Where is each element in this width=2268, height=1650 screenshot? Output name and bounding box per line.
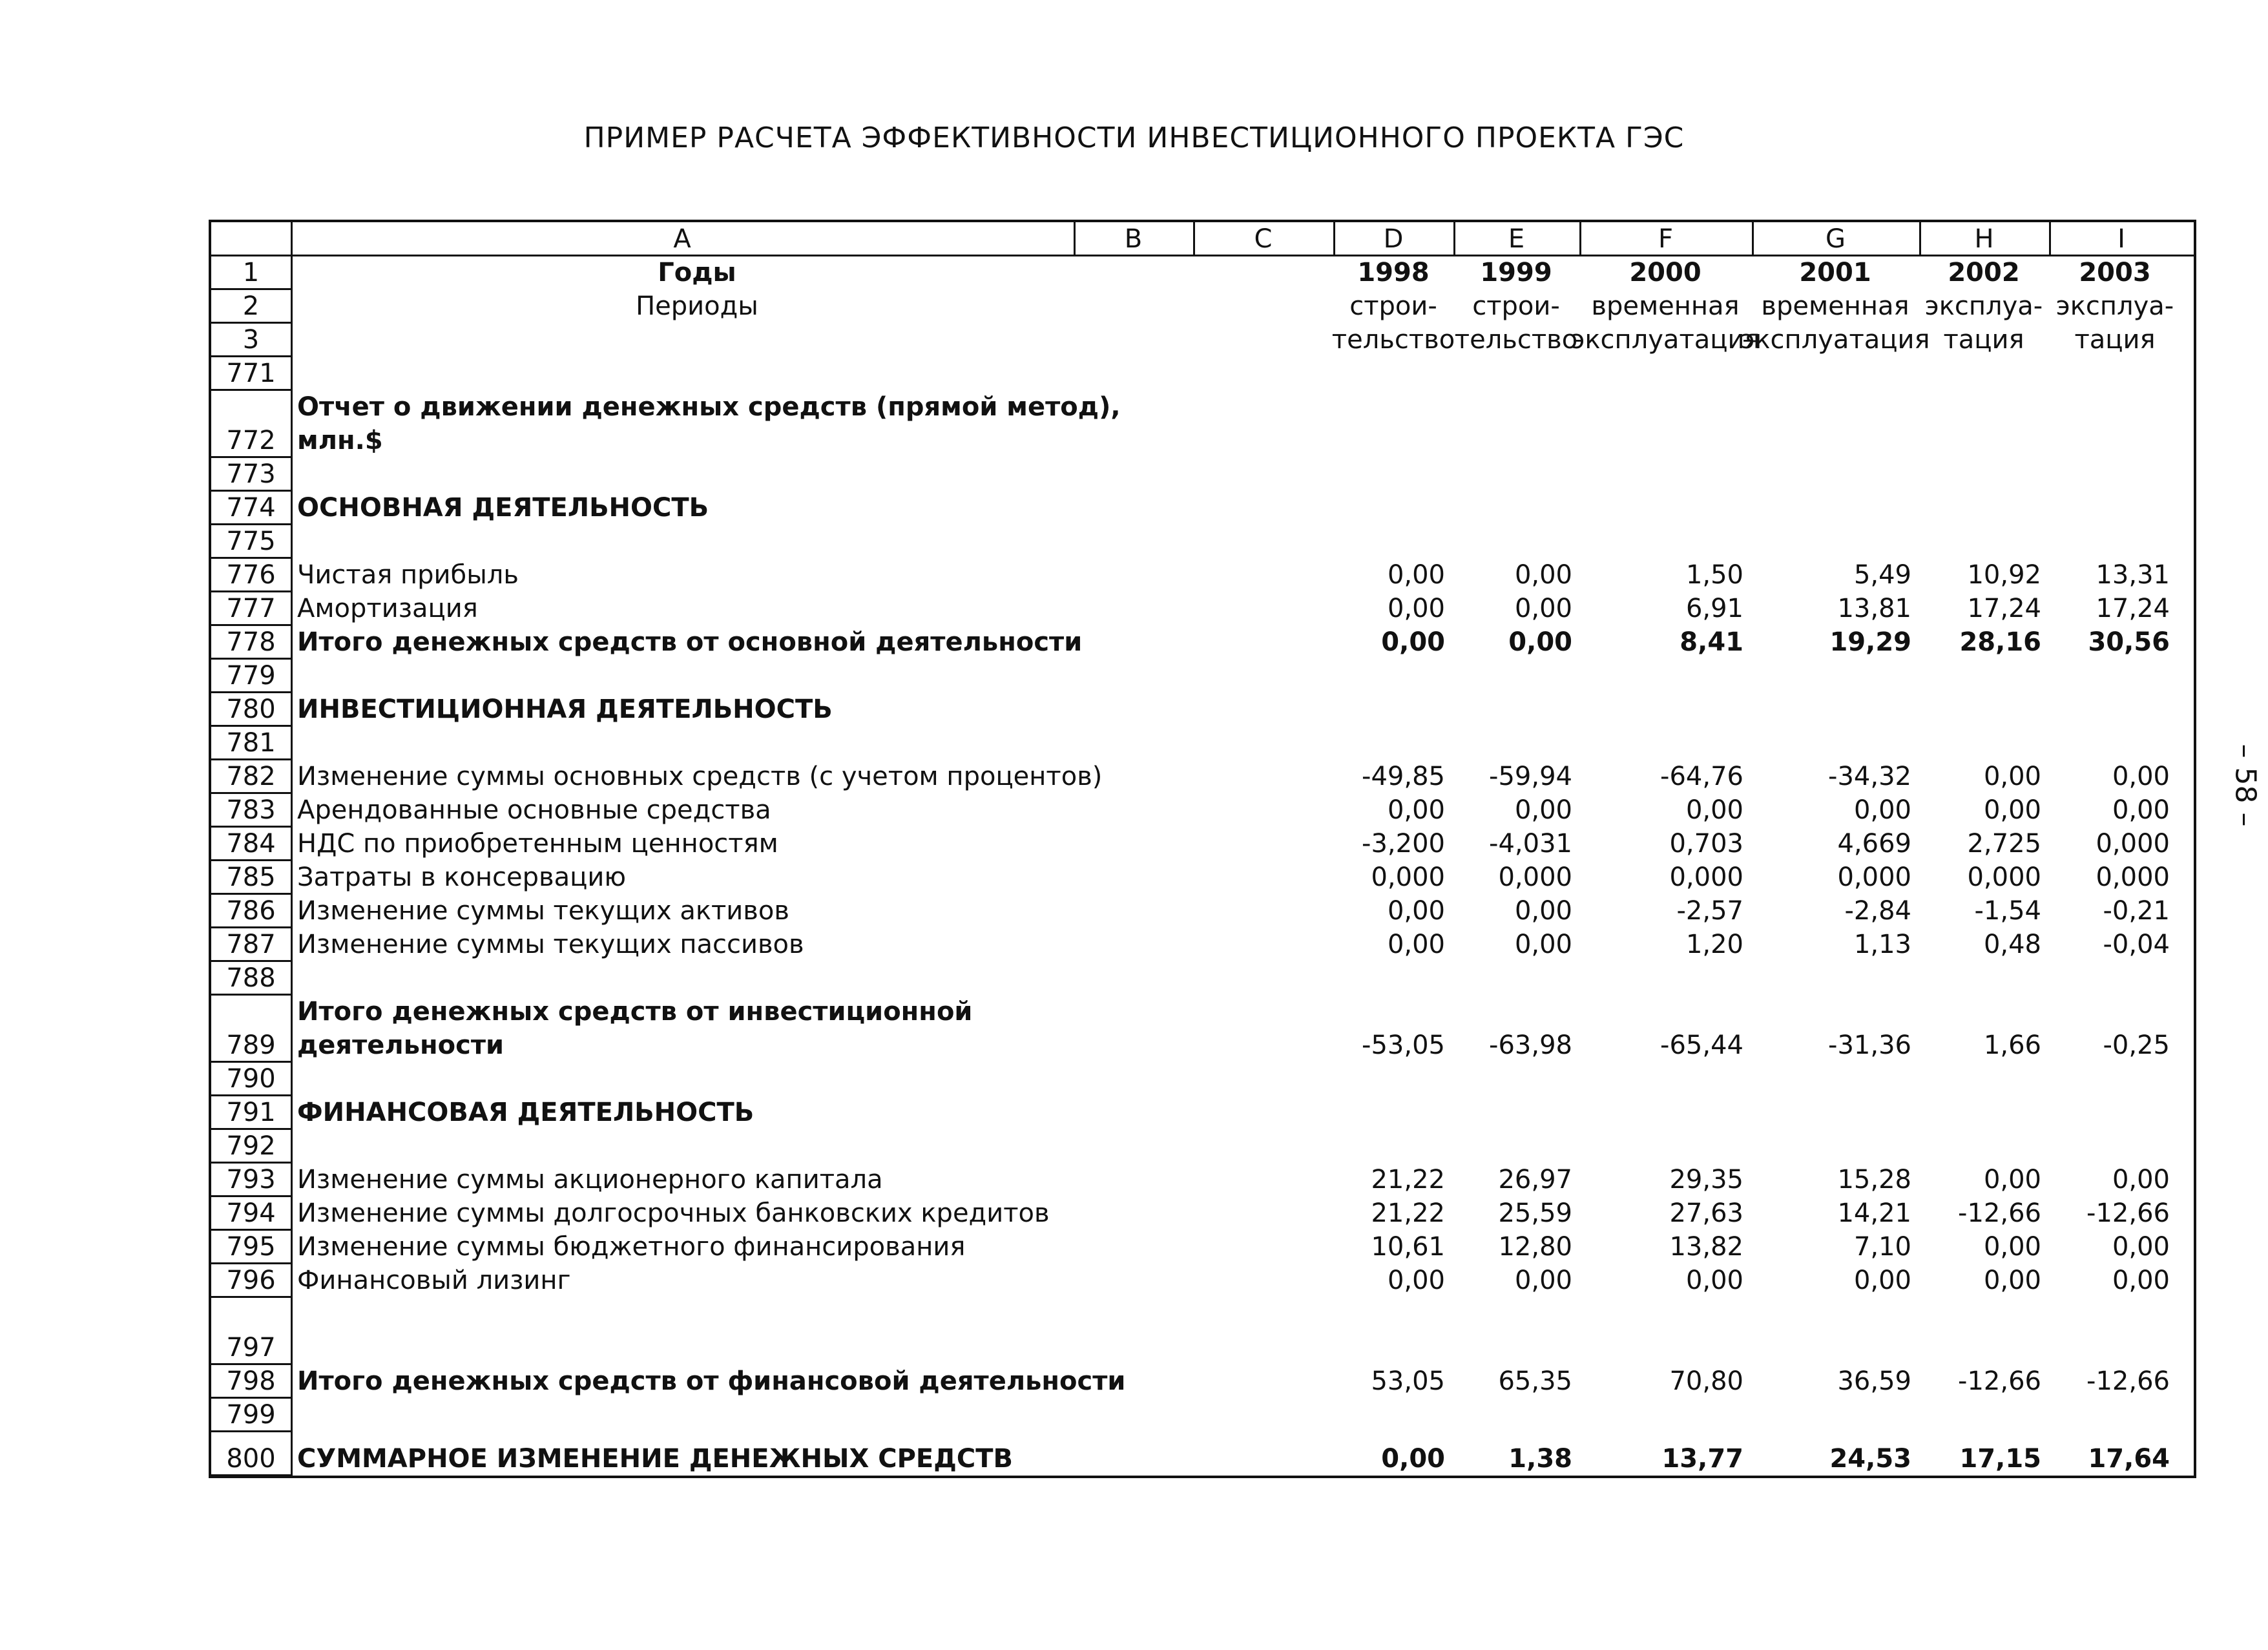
value-cell[interactable]: -31,36 — [1828, 1030, 1911, 1060]
row-number[interactable]: 1 — [242, 258, 260, 287]
row-number[interactable]: 781 — [226, 728, 276, 758]
value-cell[interactable]: -12,66 — [2086, 1366, 2170, 1396]
value-cell[interactable]: 0,00 — [1381, 1444, 1445, 1474]
year-header-cell: 2003 — [2079, 258, 2151, 287]
value-cell[interactable]: 0,00 — [1387, 930, 1445, 959]
row-label: Изменение суммы акционерного капитала — [297, 1165, 883, 1195]
column-header-c[interactable]: C — [1254, 224, 1273, 254]
value-cell[interactable]: 17,15 — [1959, 1444, 2041, 1474]
year-header-cell: 1998 — [1357, 258, 1430, 287]
row-label: Итого денежных средств от финансовой деятельности — [297, 1366, 1126, 1396]
row-number[interactable]: 795 — [226, 1232, 276, 1262]
row-number[interactable]: 791 — [226, 1098, 276, 1127]
row-label: Изменение суммы долгосрочных банковских кредитов — [297, 1198, 1050, 1228]
value-cell[interactable]: 36,59 — [1837, 1366, 1911, 1396]
year-header-cell: строи- — [1349, 291, 1437, 321]
row-label: ФИНАНСОВАЯ ДЕЯТЕЛЬНОСТЬ — [297, 1098, 754, 1127]
row-number[interactable]: 792 — [226, 1131, 276, 1161]
value-cell[interactable]: -1,54 — [1974, 896, 2041, 926]
row-label: Итого денежных средств от инвестиционной — [297, 997, 973, 1027]
row-number[interactable]: 799 — [226, 1400, 276, 1430]
header-label: Годы — [658, 258, 736, 287]
value-cell[interactable]: 0,00 — [1514, 1266, 1572, 1295]
value-cell[interactable]: 0,00 — [2112, 1266, 2170, 1295]
row-label-continued: млн.$ — [297, 426, 383, 455]
column-header-f[interactable]: F — [1658, 224, 1673, 254]
year-header-cell: эксплуа- — [2055, 291, 2174, 321]
value-cell[interactable]: -2,84 — [1844, 896, 1911, 926]
value-cell[interactable]: 1,20 — [1685, 930, 1743, 959]
year-header-cell: 2001 — [1799, 258, 1871, 287]
value-cell[interactable]: 0,000 — [1669, 862, 1743, 892]
value-cell[interactable]: -65,44 — [1660, 1030, 1743, 1060]
value-cell[interactable]: 1,66 — [1983, 1030, 2041, 1060]
value-cell[interactable]: 0,00 — [1514, 795, 1572, 825]
value-cell[interactable]: 0,00 — [1387, 1266, 1445, 1295]
row-number[interactable]: 778 — [226, 627, 276, 657]
value-cell[interactable]: 0,000 — [1967, 862, 2041, 892]
value-cell[interactable]: 0,00 — [1514, 930, 1572, 959]
row-number[interactable]: 790 — [226, 1064, 276, 1094]
value-cell[interactable]: 0,00 — [1387, 896, 1445, 926]
value-cell[interactable]: 24,53 — [1829, 1444, 1911, 1474]
value-cell[interactable]: 0,000 — [2096, 862, 2170, 892]
row-number[interactable]: 773 — [226, 459, 276, 489]
year-header-cell: временная — [1591, 291, 1740, 321]
value-cell[interactable]: 8,41 — [1680, 627, 1743, 657]
row-label: Финансовый лизинг — [297, 1266, 571, 1295]
value-cell[interactable]: 0,00 — [1387, 795, 1445, 825]
row-label: Изменение суммы текущих активов — [297, 896, 789, 926]
row-number[interactable]: 3 — [242, 325, 260, 355]
row-number[interactable]: 798 — [226, 1366, 276, 1396]
column-header-b[interactable]: B — [1124, 224, 1143, 254]
row-number[interactable]: 796 — [226, 1266, 276, 1295]
value-cell[interactable]: 0,00 — [1853, 795, 1911, 825]
row-number[interactable]: 784 — [226, 829, 276, 859]
value-cell[interactable]: 14,21 — [1837, 1198, 1911, 1228]
row-number[interactable]: 797 — [226, 1333, 276, 1363]
value-cell[interactable]: 0,00 — [2112, 795, 2170, 825]
row-number-divider — [291, 222, 293, 1476]
row-number[interactable]: 788 — [226, 963, 276, 993]
value-cell[interactable]: 0,00 — [2112, 1232, 2170, 1262]
row-number[interactable]: 785 — [226, 862, 276, 892]
row-label: ОСНОВНАЯ ДЕЯТЕЛЬНОСТЬ — [297, 493, 709, 523]
page-number: – 58 – — [2229, 744, 2262, 827]
row-label: НДС по приобретенным ценностям — [297, 829, 778, 859]
year-header-cell: строи- — [1472, 291, 1560, 321]
value-cell[interactable]: 0,00 — [1983, 1165, 2041, 1195]
value-cell[interactable]: 0,000 — [1371, 862, 1445, 892]
value-cell[interactable]: 13,81 — [1837, 594, 1911, 623]
value-cell[interactable]: 4,669 — [1837, 829, 1911, 859]
row-number[interactable]: 772 — [226, 426, 276, 455]
value-cell[interactable]: 17,64 — [2088, 1444, 2170, 1474]
value-cell[interactable]: -53,05 — [1362, 1030, 1445, 1060]
row-number[interactable]: 776 — [226, 560, 276, 590]
value-cell[interactable]: 13,82 — [1669, 1232, 1743, 1262]
year-header-cell: эксплуатация — [1570, 325, 1760, 355]
value-cell[interactable]: 21,22 — [1371, 1198, 1445, 1228]
value-cell[interactable]: 0,00 — [1983, 762, 2041, 791]
value-cell[interactable]: 13,31 — [2096, 560, 2170, 590]
value-cell[interactable]: -12,66 — [1958, 1366, 2041, 1396]
value-cell[interactable]: -64,76 — [1660, 762, 1743, 791]
value-cell[interactable]: -34,32 — [1828, 762, 1911, 791]
value-cell[interactable]: 1,38 — [1508, 1444, 1572, 1474]
row-number[interactable]: 800 — [226, 1444, 276, 1474]
row-number[interactable]: 782 — [226, 762, 276, 791]
row-number[interactable]: 793 — [226, 1165, 276, 1195]
value-cell[interactable]: 17,24 — [2096, 594, 2170, 623]
value-cell[interactable]: -12,66 — [1958, 1198, 2041, 1228]
value-cell[interactable]: 0,00 — [2112, 1165, 2170, 1195]
row-number[interactable]: 787 — [226, 930, 276, 959]
value-cell[interactable]: 0,00 — [1387, 594, 1445, 623]
value-cell[interactable]: 0,00 — [1381, 627, 1445, 657]
value-cell[interactable]: -0,04 — [2103, 930, 2170, 959]
value-cell[interactable]: 29,35 — [1669, 1165, 1743, 1195]
value-cell[interactable]: 26,97 — [1498, 1165, 1572, 1195]
value-cell[interactable]: 19,29 — [1829, 627, 1911, 657]
year-header-cell: тельство — [1454, 325, 1578, 355]
value-cell[interactable]: 0,00 — [1983, 1232, 2041, 1262]
row-number[interactable]: 794 — [226, 1198, 276, 1228]
value-cell[interactable]: 0,000 — [2096, 829, 2170, 859]
row-number[interactable]: 780 — [226, 694, 276, 724]
value-cell[interactable]: -2,57 — [1676, 896, 1743, 926]
row-label: Изменение суммы бюджетного финансирования — [297, 1232, 966, 1262]
row-label: Отчет о движении денежных средств (прямой метод), — [297, 392, 1121, 422]
value-cell[interactable]: 21,22 — [1371, 1165, 1445, 1195]
value-cell[interactable]: -4,031 — [1489, 829, 1572, 859]
value-cell[interactable]: 15,28 — [1837, 1165, 1911, 1195]
document-title: ПРИМЕР РАСЧЕТА ЭФФЕКТИВНОСТИ ИНВЕСТИЦИОННОГО ПРОЕКТА ГЭС — [583, 121, 1685, 154]
column-header-e[interactable]: E — [1508, 224, 1525, 254]
row-label: СУММАРНОЕ ИЗМЕНЕНИЕ ДЕНЕЖНЫХ СРЕДСТВ — [297, 1444, 1013, 1474]
value-cell[interactable]: 0,00 — [1853, 1266, 1911, 1295]
value-cell[interactable]: 12,80 — [1498, 1232, 1572, 1262]
value-cell[interactable]: 65,35 — [1498, 1366, 1572, 1396]
year-header-cell: 1999 — [1480, 258, 1552, 287]
value-cell[interactable]: 0,00 — [1685, 1266, 1743, 1295]
value-cell[interactable]: 28,16 — [1959, 627, 2041, 657]
row-number[interactable]: 789 — [226, 1030, 276, 1060]
year-header-cell: эксплуатация — [1740, 325, 1930, 355]
row-label: Изменение суммы основных средств (с учетом процентов) — [297, 762, 1103, 791]
value-cell[interactable]: 53,05 — [1371, 1366, 1445, 1396]
value-cell[interactable]: -59,94 — [1489, 762, 1572, 791]
year-header-cell: эксплуа- — [1924, 291, 2043, 321]
value-cell[interactable]: 0,000 — [1498, 862, 1572, 892]
row-label: Затраты в консервацию — [297, 862, 627, 892]
value-cell[interactable]: 0,00 — [2112, 762, 2170, 791]
row-number[interactable]: 777 — [226, 594, 276, 623]
value-cell[interactable]: -0,21 — [2103, 896, 2170, 926]
value-cell[interactable]: 30,56 — [2088, 627, 2170, 657]
row-number[interactable]: 783 — [226, 795, 276, 825]
year-header-cell: тация — [1943, 325, 2024, 355]
value-cell[interactable]: 25,59 — [1498, 1198, 1572, 1228]
value-cell[interactable]: 0,00 — [1685, 795, 1743, 825]
column-header-h[interactable]: H — [1974, 224, 1994, 254]
row-number[interactable]: 779 — [226, 661, 276, 691]
column-header-d[interactable]: D — [1383, 224, 1404, 254]
value-cell[interactable]: 0,48 — [1983, 930, 2041, 959]
value-cell[interactable]: 0,00 — [1983, 1266, 2041, 1295]
year-header-cell: временная — [1761, 291, 1909, 321]
year-header-cell: 2002 — [1948, 258, 2020, 287]
row-label: ИНВЕСТИЦИОННАЯ ДЕЯТЕЛЬНОСТЬ — [297, 694, 833, 724]
value-cell[interactable]: -49,85 — [1362, 762, 1445, 791]
row-number[interactable]: 775 — [226, 527, 276, 556]
value-cell[interactable]: 17,24 — [1967, 594, 2041, 623]
value-cell[interactable]: 5,49 — [1853, 560, 1911, 590]
value-cell[interactable]: -3,200 — [1362, 829, 1445, 859]
row-label: Итого денежных средств от основной деятельности — [297, 627, 1083, 657]
row-number[interactable]: 774 — [226, 493, 276, 523]
spreadsheet — [209, 220, 2196, 1478]
value-cell[interactable]: 0,000 — [1837, 862, 1911, 892]
value-cell[interactable]: -0,25 — [2103, 1030, 2170, 1060]
value-cell[interactable]: -12,66 — [2086, 1198, 2170, 1228]
value-cell[interactable]: 0,00 — [1514, 594, 1572, 623]
column-header-g[interactable]: G — [1826, 224, 1846, 254]
value-cell[interactable]: 70,80 — [1669, 1366, 1743, 1396]
value-cell[interactable]: 0,00 — [1508, 627, 1572, 657]
header-label: Периоды — [636, 291, 758, 321]
value-cell[interactable]: -63,98 — [1489, 1030, 1572, 1060]
value-cell[interactable]: 1,13 — [1853, 930, 1911, 959]
value-cell[interactable]: 0,00 — [1514, 560, 1572, 590]
value-cell[interactable]: 10,92 — [1967, 560, 2041, 590]
year-header-cell: 2000 — [1629, 258, 1701, 287]
row-number[interactable]: 2 — [242, 291, 260, 321]
row-label: Арендованные основные средства — [297, 795, 771, 825]
year-header-cell: тация — [2074, 325, 2156, 355]
value-cell[interactable]: 7,10 — [1853, 1232, 1911, 1262]
row-label: Чистая прибыль — [297, 560, 519, 590]
value-cell[interactable]: 27,63 — [1669, 1198, 1743, 1228]
row-label: Изменение суммы текущих пассивов — [297, 930, 804, 959]
row-label-continued: деятельности — [297, 1030, 505, 1060]
row-number[interactable]: 771 — [226, 359, 276, 388]
value-cell[interactable]: 2,725 — [1967, 829, 2041, 859]
row-label: Амортизация — [297, 594, 478, 623]
column-header-a[interactable]: A — [673, 224, 691, 254]
value-cell[interactable]: 0,00 — [1387, 560, 1445, 590]
value-cell[interactable]: 6,91 — [1685, 594, 1743, 623]
value-cell[interactable]: 1,50 — [1685, 560, 1743, 590]
value-cell[interactable]: 0,00 — [1514, 896, 1572, 926]
column-header-i[interactable]: I — [2117, 224, 2125, 254]
value-cell[interactable]: 10,61 — [1371, 1232, 1445, 1262]
value-cell[interactable]: 0,00 — [1983, 795, 2041, 825]
value-cell[interactable]: 13,77 — [1661, 1444, 1743, 1474]
row-number[interactable]: 786 — [226, 896, 276, 926]
value-cell[interactable]: 0,703 — [1669, 829, 1743, 859]
year-header-cell: тельство — [1331, 325, 1455, 355]
